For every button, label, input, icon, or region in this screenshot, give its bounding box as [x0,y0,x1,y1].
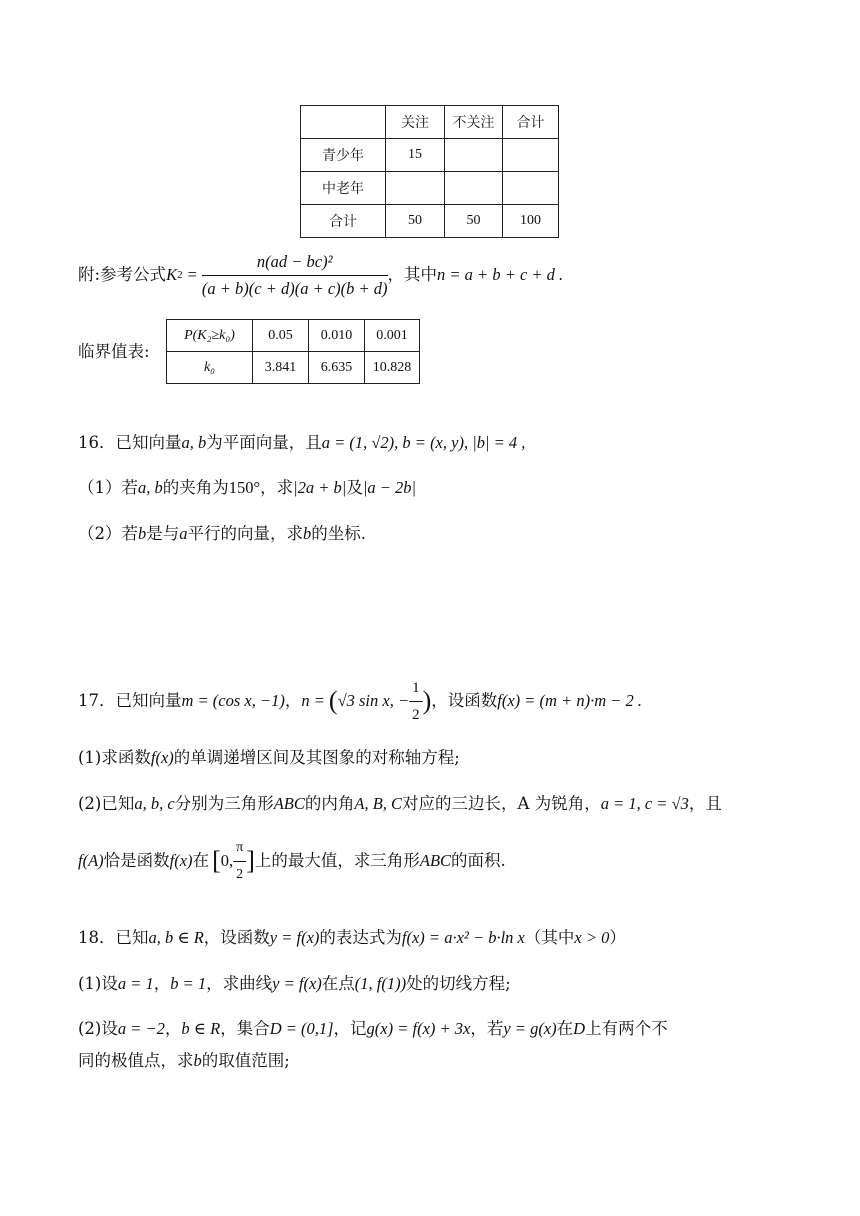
critical-label: 临界值表: [78,342,150,361]
formula-denominator: (a + b)(c + d)(a + c)(b + d) [201,278,388,298]
fraction [233,837,246,886]
q17-triangle: ABC [419,851,452,870]
q18-math: D [573,1019,586,1038]
q18-math: a, b ∈ R [148,928,204,947]
fraction [409,677,423,726]
table-cell: 0.010 [309,320,365,352]
q18-part2 [78,1018,668,1040]
q18-text: 在 [556,1019,574,1038]
q18-math: (1, f(1)) [354,974,407,993]
q18-text: 同的极值点，求 [78,1051,194,1070]
q16-part1 [78,477,416,499]
q18-math: y = f(x) [272,974,322,993]
table-cell [503,139,559,172]
q18-math: b = 1 [170,974,207,993]
table-cell: 50 [386,205,445,238]
table-cell: k₀ [167,352,253,384]
q18-text: ，设函数 [203,928,270,947]
q18-text: ，若 [470,1019,504,1038]
table-cell: 关注 [386,106,445,139]
q17-n-def: √3 sin x, − [337,691,410,710]
formula-prefix: 附:参考公式 [78,265,167,284]
q18-math: a = 1 [117,974,154,993]
q17-m-def: m = (cos x, −1) [181,691,285,710]
q18-text: 上有两个不 [585,1019,668,1038]
q17-values: a = 1, c = √3 [600,794,689,813]
table-row [301,205,559,238]
q16-text: 是与 [146,524,180,543]
q16-angle: 150° [228,478,261,497]
table-row [301,172,559,205]
q16-text: 及 [346,478,363,497]
table-cell [386,172,445,205]
q16-text: 的夹角为 [162,478,229,497]
q18-math: x > 0 [574,928,610,947]
q17-triangle: ABC [273,794,305,813]
q17-text: A 为锐角， [517,794,601,813]
table-cell [503,172,559,205]
q17-text: 上的最大值，求三角形 [254,851,420,870]
formula-note [78,248,563,302]
q18-math: f(x) = a·x² − b·ln x [401,928,525,947]
table-cell [445,139,503,172]
q17-part2 [78,793,722,815]
table-cell: 50 [445,205,503,238]
table-cell [301,106,386,139]
formula-suffix-text: ，其中 [387,265,438,284]
q18-text: 的取值范围; [201,1051,290,1070]
table-row [167,320,420,352]
contingency-table [300,105,559,238]
bracket: ] [246,846,255,875]
formula-fraction [202,251,388,300]
q18-text: ， [164,1019,182,1038]
table-cell: 3.841 [253,352,309,384]
q18-math: y = f(x) [269,928,320,947]
fraction-denominator: 2 [412,706,420,723]
q16-text: 为平面向量，且 [206,433,322,452]
q17-angles: A, B, C [354,794,403,813]
table-cell: 6.635 [309,352,365,384]
q16-text: 平行的向量，求 [187,524,303,543]
q18-text: 处的切线方程; [406,974,511,993]
table-cell: 合计 [503,106,559,139]
table-cell: 合计 [301,205,386,238]
formula-lhs: K [166,265,178,284]
q16-text: （2）若 [78,524,138,543]
q18-text: 的表达式为 [319,928,402,947]
q18-math: g(x) = f(x) + 3x [366,1019,471,1038]
q16-vector: b [303,524,312,543]
table-cell: 0.001 [365,320,420,352]
table-cell: 15 [386,139,445,172]
q18-part2-line2 [78,1050,290,1072]
q18-math: b ∈ R [181,1019,221,1038]
table-cell: 10.828 [365,352,420,384]
table-cell: 不关注 [445,106,503,139]
q16-text: ，求 [260,478,294,497]
q18-math: a = −2 [117,1019,165,1038]
formula-numerator: n(ad − bc)² [202,251,388,276]
q17-text: (2)已知 [78,794,135,813]
q16-expr: |a − 2b| [362,478,417,497]
q18-text: ） [609,928,626,947]
q18-text: ，求曲线 [206,974,273,993]
q17-fx: f(x) [150,748,174,767]
q18-text: ，记 [333,1019,367,1038]
table-row [301,139,559,172]
table-cell [445,172,503,205]
q16-part2 [78,523,366,545]
q18-text: （其中 [524,928,575,947]
table-cell: 100 [503,205,559,238]
q16-text: （1）若 [78,478,138,497]
critical-value-table [166,319,420,384]
q17-text: 的单调递增区间及其图象的对称轴方程; [173,748,460,767]
q17-text: ，设函数 [431,691,498,710]
fraction-numerator: π [233,837,246,862]
bracket: [ [212,846,221,875]
table-cell: 0.05 [253,320,309,352]
q16-text: 已知向量 [115,433,182,452]
table-cell: P(K₂≥k₀) [167,320,253,352]
q18-math: D = (0,1] [269,1019,334,1038]
q18-text: 已知 [115,928,149,947]
q16-vector: b [138,524,147,543]
q17-part2-line2 [78,838,506,884]
q17-text: 的面积. [451,851,506,870]
q18-text: ，集合 [220,1019,270,1038]
q17-f-def: f(x) = (m + n)·m − 2 . [497,691,643,710]
table-row [167,352,420,384]
q18-text: (2)设 [78,1019,118,1038]
q16-vectors: a, b [181,433,207,452]
formula-equals: = [187,265,197,284]
question-number: 18． [78,928,116,947]
q16-vector: a [179,524,188,543]
table-cell: 中老年 [301,172,386,205]
q16-stem [78,432,525,454]
formula-suffix: n = a + b + c + d . [437,265,564,284]
q17-fA: f(A) [78,851,104,870]
question-number: 17． [78,691,116,710]
q18-text: 在点 [321,974,355,993]
q16-expr: |2a + b| [293,478,347,497]
q17-text: ，且 [688,794,722,813]
formula-lhs-sup: 2 [177,269,183,281]
q17-sides: a, b, c [134,794,175,813]
q18-part1 [78,973,511,995]
q17-text: 在 [192,851,210,870]
q17-text: ， [284,691,302,710]
q17-interval: 0, [220,851,234,870]
paren: ( [328,686,338,715]
q17-text: 恰是函数 [103,851,170,870]
q16-condition: a = (1, √2), b = (x, y), |b| = 4 , [321,433,526,452]
q17-stem [78,676,642,726]
q17-text: (1)求函数 [78,748,151,767]
q18-text: ， [153,974,171,993]
q17-part1 [78,747,460,769]
fraction-numerator: 1 [409,677,423,702]
q17-n-def: n = [301,691,325,710]
q17-text: 对应的三边长， [402,794,518,813]
q18-stem [78,927,626,949]
table-cell: 青少年 [301,139,386,172]
q16-text: 的坐标. [311,524,366,543]
q17-text: 分别为三角形 [174,794,274,813]
q18-math: b [193,1051,202,1070]
fraction-denominator: 2 [236,866,244,882]
q17-fx: f(x) [169,851,193,870]
q16-vectors: a, b [138,478,163,497]
q18-text: (1)设 [78,974,118,993]
q18-math: y = g(x) [503,1019,557,1038]
q17-text: 已知向量 [115,691,182,710]
q17-text: 的内角 [304,794,355,813]
paren: ) [422,686,432,715]
table-row [301,106,559,139]
question-number: 16． [78,433,116,452]
